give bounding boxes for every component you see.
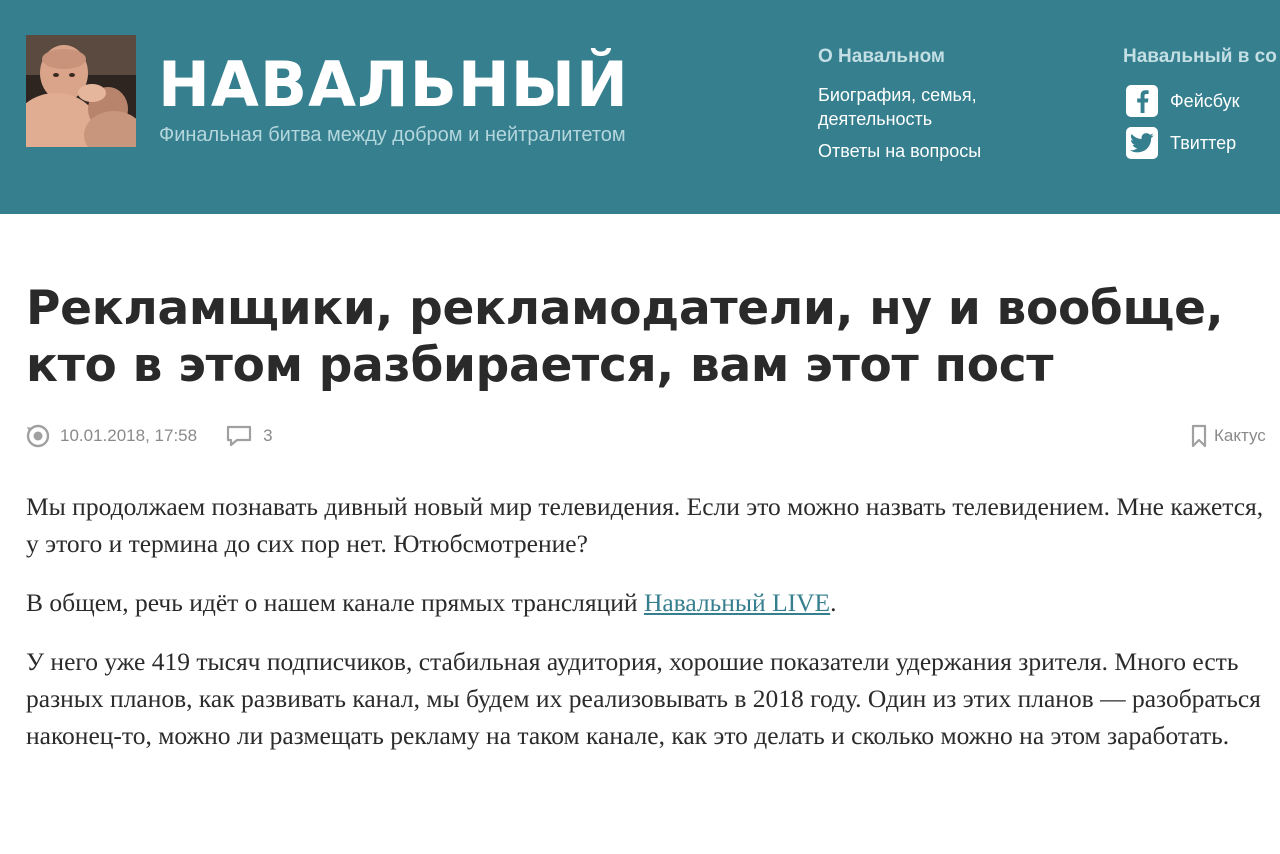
- bookmark-label: Кактус: [1214, 426, 1266, 445]
- nav-link-biography[interactable]: Биография, семья, деятельность: [818, 85, 977, 129]
- post-meta: [26, 422, 273, 450]
- nav-about-heading[interactable]: О Навальном: [818, 46, 945, 67]
- navalny-live-link[interactable]: Навальный LIVE: [643, 588, 831, 617]
- paragraph-2: [26, 584, 1276, 621]
- site-header: [0, 0, 1280, 214]
- nav-social: [1123, 45, 1280, 167]
- site-avatar[interactable]: [26, 35, 136, 147]
- nav-link-faq[interactable]: Ответы на вопросы: [818, 141, 982, 161]
- site-title[interactable]: НАВАЛЬНЫЙ: [158, 48, 629, 121]
- clock-icon: [26, 424, 50, 448]
- comments-link[interactable]: [225, 424, 272, 448]
- paragraph-2-text: В общем, речь идёт о нашем канале прямых трансляций: [26, 588, 644, 617]
- twitter-icon: [1126, 127, 1158, 159]
- paragraph-1: Мы продолжаем познавать дивный новый мир телевидения. Если это можно назвать телевидением. Мне кажется, у этого и термина до сих пор нет. Ютюбсмотрение?: [26, 492, 1264, 558]
- twitter-label: Твиттер: [1170, 132, 1237, 153]
- bookmark-icon: [1190, 424, 1208, 448]
- post-title: Рекламщики, рекламодатели, ну и вообще, кто в этом разбирается, вам этот пост: [26, 281, 1224, 393]
- site-tagline: Финальная битва между добром и нейтралитетом: [159, 124, 626, 146]
- nav-social-heading: Навальный в со: [1123, 46, 1277, 67]
- bookmark-link[interactable]: [1190, 422, 1266, 450]
- paragraph-2-end: .: [830, 588, 837, 617]
- comment-icon: [225, 424, 253, 448]
- post-date: 10.01.2018, 17:58: [60, 426, 198, 445]
- facebook-label: Фейсбук: [1170, 90, 1240, 111]
- facebook-icon: [1126, 85, 1158, 117]
- paragraph-3: У него уже 419 тысяч подписчиков, стабильная аудитория, хорошие показатели удержания зрителя. Много есть разных планов, как развивать канал, мы будем их реализовывать в 2018 году. Один из этих планов — разобраться наконец-то, можно ли размещать рекламу на таком канале, как это делать и сколько можно на этом заработать.: [26, 647, 1261, 750]
- nav-about: [818, 45, 1068, 163]
- post-body: [26, 488, 1276, 776]
- wrestlers-photo-icon: [26, 35, 136, 147]
- comments-count: 3: [263, 426, 273, 445]
- twitter-link[interactable]: [1123, 125, 1280, 161]
- facebook-link[interactable]: [1123, 83, 1280, 119]
